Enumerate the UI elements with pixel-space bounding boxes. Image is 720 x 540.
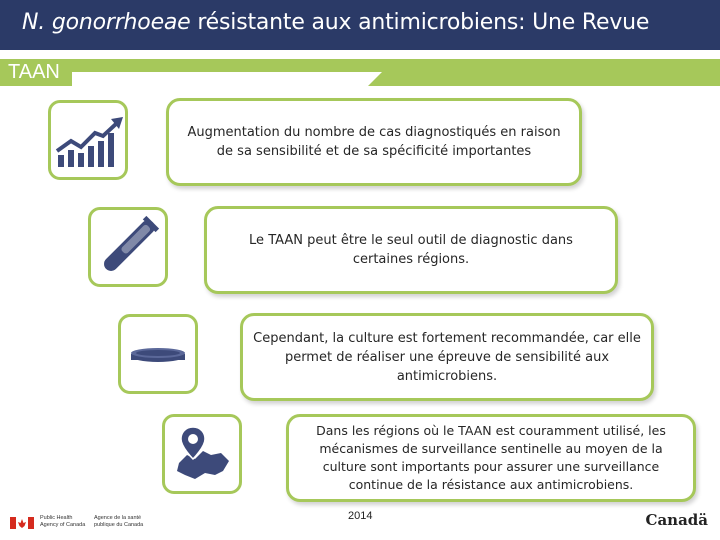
gov-canada-signature — [10, 513, 160, 533]
gov-name-en: Public Health Agency of Canada — [40, 515, 86, 528]
trend-chart-icon — [51, 103, 125, 177]
petri-dish-icon — [121, 317, 195, 391]
title-rest: résistante aux antimicrobiens: Une Revue — [190, 10, 650, 35]
map-pin-icon-box — [162, 414, 242, 494]
card-2-text-box — [204, 206, 618, 294]
petri-dish-icon-box — [118, 314, 198, 394]
map-pin-icon — [165, 417, 239, 491]
card-1-text-box — [166, 98, 582, 186]
section-banner — [0, 59, 720, 86]
gov-name-fr: Agence de la santé publique du Canada — [94, 515, 144, 528]
section-label: TAAN — [8, 61, 60, 83]
title-organism: N. gonorrhoeae — [22, 10, 191, 35]
card-4-text: Dans les régions où le TAAN est couramment utilisé, les mécanismes de surveillance sentinelle au moyen de la culture sont importants pour assurer une surveillance continue de la résistance aux antimicrobiens. — [316, 423, 666, 492]
trend-chart-icon-box — [48, 100, 128, 180]
card-4-text-box — [286, 414, 696, 502]
card-2-text: Le TAAN peut être le seul outil de diagnostic dans certaines régions. — [249, 233, 573, 267]
canada-wordmark: Canadä — [645, 511, 708, 529]
test-tube-icon — [91, 210, 165, 284]
section-banner-shape — [0, 59, 720, 86]
title-bar — [0, 0, 720, 50]
slide-title — [22, 10, 649, 35]
test-tube-icon-box — [88, 207, 168, 287]
footer-year: 2014 — [348, 510, 373, 522]
card-1-text: Augmentation du nombre de cas diagnostiqués en raison de sa sensibilité et de sa spécificité importantes — [187, 125, 561, 159]
card-3-text: Cependant, la culture est fortement recommandée, car elle permet de réaliser une épreuve de sensibilité aux antimicrobiens. — [253, 330, 641, 384]
card-3-text-box — [240, 313, 654, 401]
